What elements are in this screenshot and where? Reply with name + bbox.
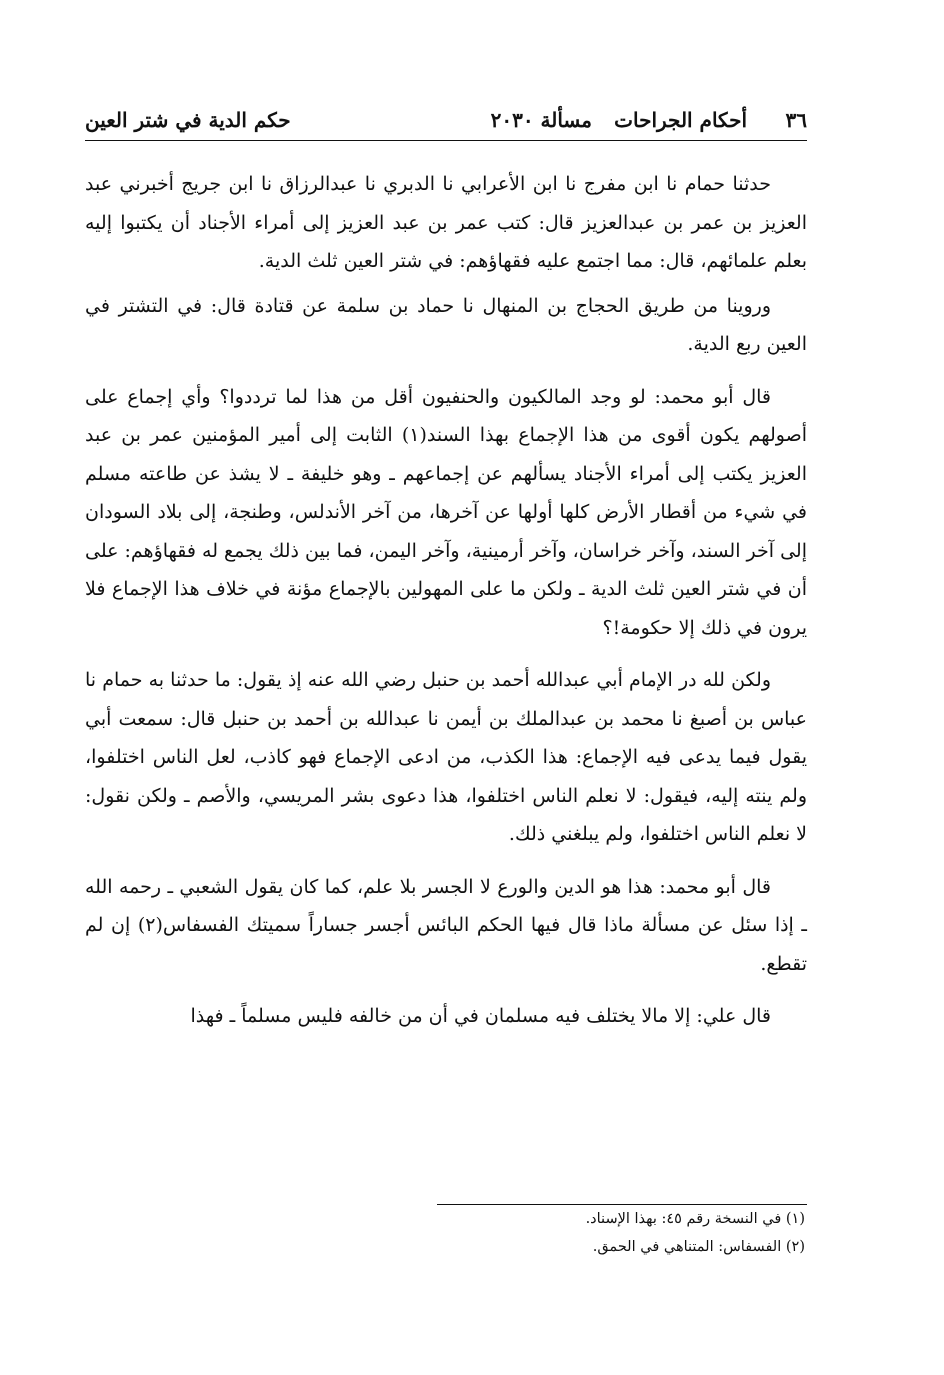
- book-page: [85, 100, 807, 1340]
- paragraph-ahmad-ibn-hanbal: ولكن لله در الإمام أبي عبدالله أحمد بن حنبل رضي الله عنه إذ يقول: ما حدثنا به حمام نا عباس بن أصبغ نا محمد بن عبدالملك بن أيمن نا عبدالله بن أحمد بن حنبل قال: سمعت أبي يقول فيما يدعى فيه الإجماع: هذا الكذب، من ادعى الإجماع فهو كاذب، لعل الناس اختلفوا، ولم ينته إليه، فيقول: لا نعلم الناس اختلفوا، هذا دعوى بشر المريسي، والأصم ـ ولكن نقول: لا نعلم الناس اختلفوا، ولم يبلغني ذلك.: [85, 669, 807, 845]
- chapter-title: حكم الدية في شتر العين: [85, 108, 291, 132]
- running-header: [85, 100, 807, 141]
- book-title: أحكام الجراحات: [614, 108, 747, 132]
- paragraph-abu-muhammad-consensus: قال أبو محمد: لو وجد المالكيون والحنفيون أقل من هذا لما ترددوا؟ وأي إجماع على أصولهم يكون أقوى من هذا الإجماع بهذا السند(١) الثابت إلى أمير المؤمنين عمر بن عبد العزيز يكتب إلى أمراء الأجناد يسألهم عن إجماعهم ـ وهو خليفة ـ لا يشذ عن طاعته مسلم في شيء من أقطار الأرض كلها أولها عن آخرها، من آخر الأندلس، وطنجة، إلى بلاد السودان إلى آخر السند، وآخر خراسان، وآخر أرمينية، وآخر اليمن، فما بين ذلك يجمع له فقهاؤهم: على أن في شتر العين ثلث الدية ـ ولكن ما على المهولين بالإجماع مؤنة في خلاف هذا الإجماع فلا يرون في ذلك إلا حكومة!؟: [85, 385, 807, 639]
- footnotes: [85, 1204, 807, 1261]
- issue-number: مسألة ٢٠٣٠: [490, 108, 592, 132]
- page-number: ٣٦: [785, 108, 807, 132]
- paragraph-ali-statement: قال علي: إلا مالا يختلف فيه مسلمان في أن من خالفه فليس مسلماً ـ فهذا: [190, 1005, 771, 1027]
- footnote-2: (٢) الفسفاس: المتناهي في الحمق.: [592, 1239, 805, 1255]
- body-text: [85, 165, 807, 1036]
- footnote-1: (١) في النسخة رقم ٤٥: بهذا الإسناد.: [585, 1211, 805, 1227]
- paragraph-abu-muhammad-religion: قال أبو محمد: هذا هو الدين والورع لا الجسر بلا علم، كما كان يقول الشعبي ـ رحمه الله ـ إذا سئل عن مسألة ماذا قال فيها الحكم البائس أجسر جساراً سميتك الفسفاس(٢) إن لم تقطع.: [85, 875, 807, 975]
- paragraph-qatada-narration: وروينا من طريق الحجاج بن المنهال نا حماد بن سلمة عن قتادة قال: في التشتر في العين ربع الدية.: [85, 294, 807, 355]
- paragraph-hadith-chain: حدثنا حمام نا ابن مفرج نا ابن الأعرابي نا الدبري نا عبدالرزاق نا ابن جريج أخبرني عبد العزيز بن عمر بن عبدالعزيز قال: كتب عمر بن عبد العزيز إلى أمراء الأجناد أن يكتبوا إليه بعلم علمائهم، قال: مما اجتمع عليه فقهاؤهم: في شتر العين ثلث الدية.: [85, 173, 807, 272]
